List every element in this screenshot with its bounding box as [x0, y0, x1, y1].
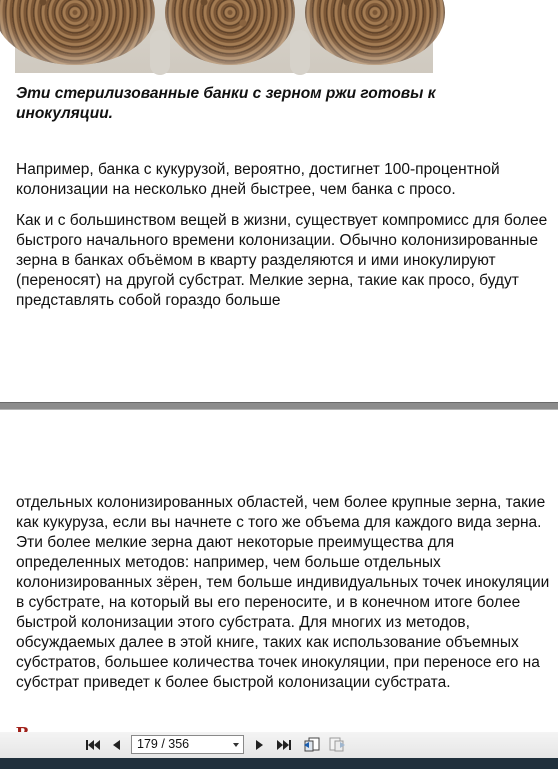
jar-gap: [150, 30, 170, 75]
page-indicator: 179 / 356: [137, 737, 190, 751]
pdf-navigation-toolbar: [0, 732, 558, 758]
page-number-select[interactable]: [131, 735, 244, 754]
paragraph: Например, банка с кукурузой, вероятно, достигнет 100-процентной колонизации на несколько дней быстрее, чем банка с просо.: [16, 161, 500, 198]
jar-image: [165, 0, 295, 65]
section-heading-partial: [16, 724, 29, 732]
jar-image: [305, 0, 445, 65]
paragraph: Как и с большинством вещей в жизни, существует компромисс для более быстрого начального времени колонизации. Обычно колонизированные зерна в банках объёмом в кварту разделяются и ими инокулируют (переносят) на другой субстрат. Мелкие зерна, такие как просо, будут представлять собой гораздо больше: [16, 212, 548, 309]
jar-gap: [290, 30, 310, 75]
page-separator: [0, 402, 558, 410]
forward-view-icon[interactable]: [328, 736, 346, 754]
previous-page-icon[interactable]: [107, 736, 125, 754]
photo-caption: Эти стерилизованные банки с зерном ржи готовы к инокуляции.: [16, 85, 436, 122]
next-page-icon[interactable]: [251, 736, 269, 754]
chevron-down-icon: [233, 743, 239, 747]
first-page-icon[interactable]: [84, 736, 102, 754]
paragraph: отдельных колонизированных областей, чем более крупные зерна, такие как кукуруза, если вы начнете с того же объема для каждого вида зерна. Эти более мелкие зерна дают некоторые преимущества для определенных методов: например, чем больше отдельных колонизированных зёрен, тем больше индивидуальных точек инокуляции в субстрате, на который вы его переносите, и в конечном итоге более быстрой колонизации этого субстрата. Для многих из методов, обсуждаемых далее в этой книге, таких как использование объемных субстратов, большее количества точек инокуляции, при переносе его на субстрат приведет к более быстрой колонизации субстрата.: [16, 494, 550, 691]
window-bottom-bar: [0, 758, 558, 769]
grain-jars-photo: [15, 0, 433, 73]
jar-image: [0, 0, 155, 65]
back-view-icon[interactable]: [303, 736, 321, 754]
last-page-icon[interactable]: [275, 736, 293, 754]
